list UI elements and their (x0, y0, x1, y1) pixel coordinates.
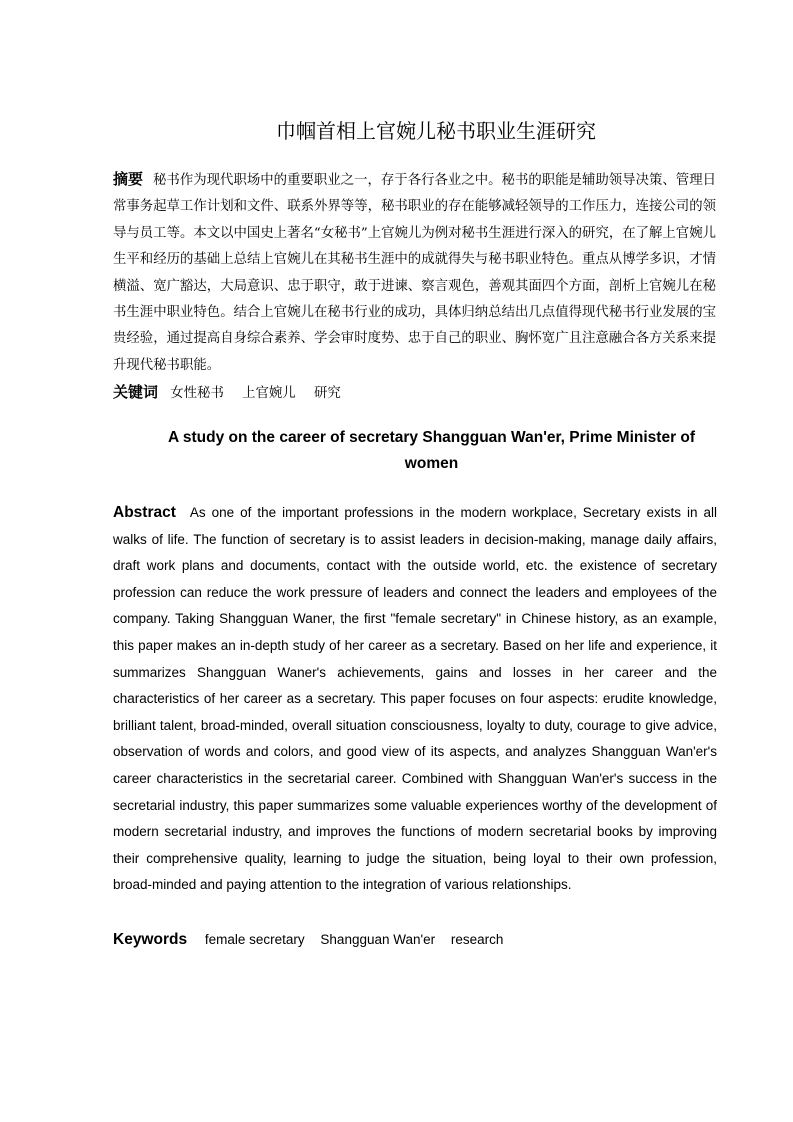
chinese-abstract-text: 秘书作为现代职场中的重要职业之一，存于各行各业之中。秘书的职能是辅助领导决策、管理日常事务起草工作计划和文件、联系外界等等，秘书职业的存在能够减轻领导的工作压力，连接公司的领导与员工等。本文以中国史上著名“女秘书”上官婉儿为例对秘书生涯进行深入的研究，在了解上官婉儿生平和经历的基础上总结上官婉儿在其秘书生涯中的成就得失与秘书职业特色。重点从博学多识，才情横溢、宽广豁达，大局意识、忠于职守，敢于进谏、察言观色，善观其面四个方面，剖析上官婉儿在秘书生涯中职业特色。结合上官婉儿在秘书行业的成功，具体归纳总结出几点值得现代秘书行业发展的宝贵经验，通过提高自身综合素养、学会审时度势、忠于自己的职业、胸怀宽广且注意融合各方关系来提升现代秘书职能。 (113, 173, 716, 373)
english-abstract-heading: Abstract (113, 504, 176, 521)
chinese-title: 巾帼首相上官婉儿秘书职业生涯研究 (276, 119, 596, 143)
chinese-keyword: 女性秘书 (170, 386, 224, 401)
chinese-abstract (113, 166, 716, 379)
chinese-abstract-heading: 摘要 (113, 170, 144, 188)
english-keyword: Shangguan Wan'er (320, 932, 436, 947)
chinese-keywords (113, 379, 716, 407)
english-keywords (113, 927, 717, 953)
english-keywords-heading: Keywords (113, 931, 188, 948)
english-title: A study on the career of secretary Shangguan Wan'er, Prime Minister of women (167, 429, 696, 472)
english-abstract-text: As one of the important professions in the modern workplace, Secretary exists in all walks of life. The function of secretary is to assist leaders in decision-making, manage daily affairs, draft work plans and documents, contact with the outside world, etc. the existence of secretary profession can reduce the work pressure of leaders and connect the leaders and employees of the company. Taking Shangguan Waner, the first "female secretary" in Chinese history, as an example, this paper makes an in-depth study of her career as a secretary. Based on her life and experience, it summarizes Shangguan Waner's achievements, gains and losses in her career and the characteristics of her career as a secretary. This paper focuses on four aspects: erudite knowledge, brilliant talent, broad-minded, overall situation consciousness, loyalty to duty, courage to give advice, observation of words and colors, and good view of its aspects, and analyzes Shangguan Wan'er's career characteristics in the secretarial career. Combined with Shangguan Wan'er's success in the secretarial industry, this paper summarizes some valuable experiences worthy of the development of modern secretarial industry, and improves the functions of modern secretarial books by improving their comprehensive quality, learning to judge the situation, being loyal to their own profession, broad-minded and paying attention to the integration of various relationships. (113, 505, 717, 893)
english-keyword: female secretary (204, 932, 305, 947)
chinese-keyword: 上官婉儿 (242, 386, 296, 401)
english-keyword: research (450, 932, 504, 947)
chinese-keyword: 研究 (313, 386, 341, 401)
chinese-keywords-heading: 关键词 (113, 383, 159, 401)
english-abstract (113, 500, 717, 899)
